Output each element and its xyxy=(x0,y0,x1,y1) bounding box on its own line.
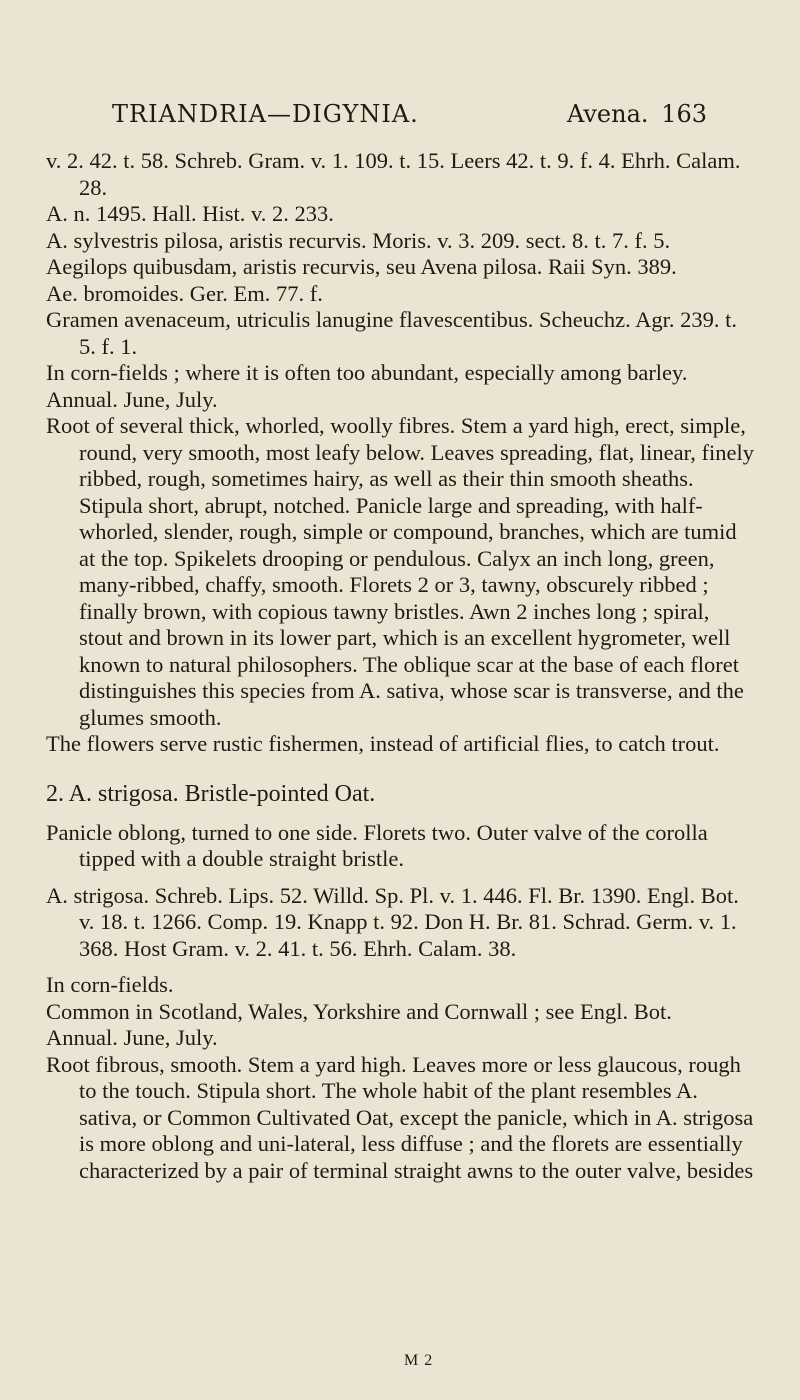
habitat-line: In corn-fields ; where it is often too abundant, especially among barley. xyxy=(46,360,688,385)
locality-line: Common in Scotland, Wales, Yorkshire and Cornwall ; see Engl. Bot. xyxy=(46,998,672,1024)
description-paragraph: Root of several thick, whorled, woolly fibres. Stem a yard high, erect, simple, round, very smooth, most leafy below. Leaves spreading, flat, linear, finely ribbed, rough, sometimes hairy, as well as their thin smooth sheaths. Stipula short, abrupt, notched. Panicle large and spreading, with half-whorled, slender, rough, simple or compound, branches, which are tumid at the top. Spikelets drooping or pendulous. Calyx an inch long, green, many-ribbed, chaffy, smooth. Florets 2 or 3, tawny, obscurely ribbed ; finally brown, with copious tawny bristles. Awn 2 inches long ; spiral, stout and brown in its lower part, which is an excellent hygrometer, well known to natural philosophers. The oblique scar at the base of each floret distinguishes this species from A. sativa, whose scar is transverse, and the glumes smooth. xyxy=(46,413,754,730)
duration-line: Annual. June, July. xyxy=(46,386,218,412)
note-paragraph: The flowers serve rustic fishermen, instead of artificial flies, to catch trout. xyxy=(46,731,720,756)
page-number: 163 xyxy=(661,100,707,128)
section-gap xyxy=(46,758,758,780)
synonym-line: Aegilops quibusdam, aristis recurvis, seu Avena pilosa. Raii Syn. 389. xyxy=(46,254,677,279)
synonym-line: A. strigosa. Schreb. Lips. 52. Willd. Sp. Pl. v. 1. 446. Fl. Br. 1390. Engl. Bot. v. 18. t. 1266. Comp. 19. Knapp t. 92. Don H. Br. 81. Schrad. Germ. v. 1. 368. Host Gram. v. 2. 41. t. 56. Ehrh. Calam. 38. xyxy=(46,882,739,961)
synonym-line: A. sylvestris pilosa, aristis recurvis. Moris. v. 3. 209. sect. 8. t. 7. f. 5. xyxy=(46,227,671,253)
habitat-line: In corn-fields. xyxy=(46,972,174,997)
signature-mark: M 2 xyxy=(404,1352,434,1369)
synonym-line: Ae. bromoides. Ger. Em. 77. f. xyxy=(46,280,323,306)
description-paragraph: Root fibrous, smooth. Stem a yard high. Leaves more or less glaucous, rough to the touch. Stipula short. The whole habit of the plant resembles A. sativa, or Common Cultivated Oat, except the panicle, which in A. strigosa is more oblong and uni-lateral, less diffuse ; and the florets are essentially characterized by a pair of terminal straight awns to the outer valve, besides xyxy=(46,1051,754,1183)
duration-line: Annual. June, July. xyxy=(46,1025,218,1050)
synonym-line: v. 2. 42. t. 58. Schreb. Gram. v. 1. 109. t. 15. Leers 42. t. 9. f. 4. Ehrh. Calam. 28. xyxy=(46,148,741,200)
synonym-line: A. n. 1495. Hall. Hist. v. 2. 233. xyxy=(46,201,334,226)
page-body xyxy=(46,148,758,1184)
header-title: TRIANDRIA—DIGYNIA. xyxy=(112,100,419,128)
species-description: Panicle oblong, turned to one side. Florets two. Outer valve of the corolla tipped with a double straight bristle. xyxy=(46,819,708,871)
header-genus: Avena. xyxy=(567,100,649,128)
species-heading: 2. A. strigosa. Bristle-pointed Oat. xyxy=(46,780,376,807)
synonym-line: Gramen avenaceum, utriculis lanugine flavescentibus. Scheuchz. Agr. 239. t. 5. f. 1. xyxy=(46,307,738,359)
section-gap xyxy=(46,962,758,972)
section-gap xyxy=(46,873,758,883)
section-gap xyxy=(46,808,758,820)
running-header xyxy=(112,100,707,144)
